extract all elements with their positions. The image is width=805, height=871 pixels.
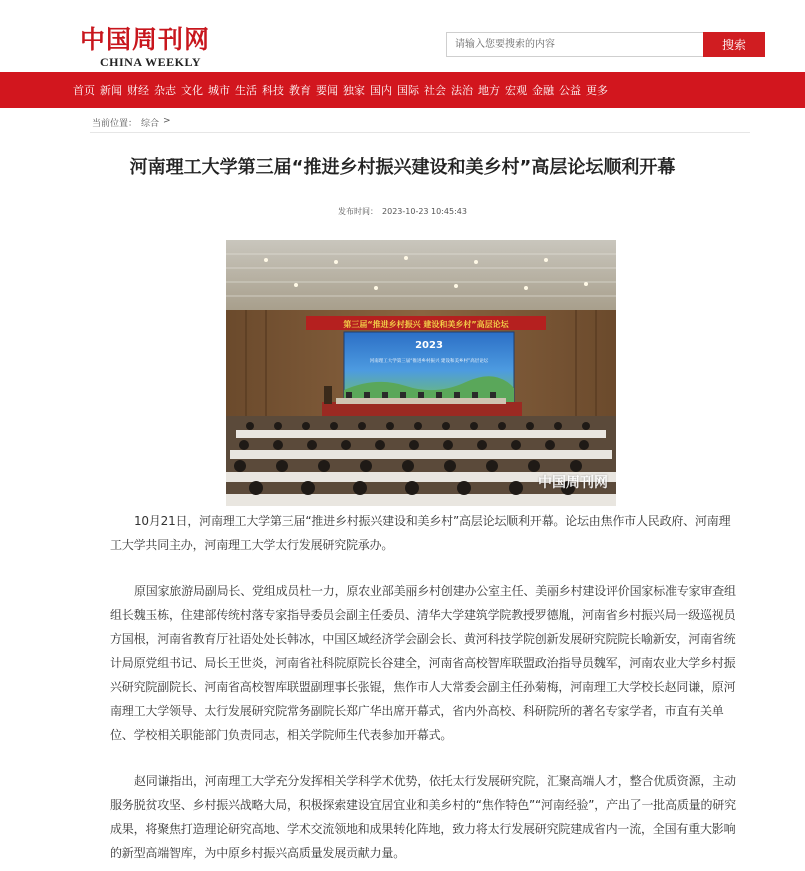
photo-screen-year: 2023 — [415, 340, 443, 351]
site-logo[interactable] — [80, 26, 210, 70]
photo-banner-text: 第三届“推进乡村振兴 建设和美乡村”高层论坛 — [343, 320, 509, 329]
nav-item[interactable]: 首页 — [73, 84, 95, 97]
nav-item[interactable]: 独家 — [343, 84, 365, 97]
article-photo — [226, 240, 616, 506]
nav-item[interactable]: 国内 — [370, 84, 392, 97]
logo-english: CHINA WEEKLY — [100, 55, 202, 69]
nav-item[interactable]: 社会 — [424, 84, 446, 97]
nav-item[interactable]: 城市 — [208, 84, 230, 97]
nav-item[interactable]: 要闻 — [316, 84, 338, 97]
nav-item[interactable]: 生活 — [235, 84, 257, 97]
search-button[interactable]: 搜索 — [703, 32, 765, 57]
published-time: 2023-10-23 10:45:43 — [382, 207, 467, 216]
breadcrumb-separator: > — [163, 116, 171, 126]
nav-item[interactable]: 文化 — [181, 84, 203, 97]
article-paragraph: 赵同谦指出，河南理工大学充分发挥相关学科学术优势，依托太行发展研究院，汇聚高端人才，整合优质资源，主动服务脱贫攻坚、乡村振兴战略大局，积极探索建设宜居宜业和美乡村的“焦作特色”“河南经验”，产出了一批高质量的研究成果，将聚焦打造理论研究高地、学术交流领地和成果转化阵地，致力将太行发展研究院建成省内一流，全国有重大影响的新型高端智库，为中原乡村振兴高质量发展贡献力量。 — [110, 774, 736, 860]
article-paragraph: 原国家旅游局副局长、党组成员杜一力，原农业部美丽乡村创建办公室主任、美丽乡村建设评价国家标准专家审查组组长魏玉栋，住建部传统村落专家指导委员会副主任委员、清华大学建筑学院教授罗德胤，河南省乡村振兴局一级巡视员方国根，河南省教育厅社语处处长韩冰，中国区域经济学会副会长、黄河科技学院创新发展研究院院长喻新安，河南省统计局原党组书记、局长王世炎，河南省社科院原院长谷建全，河南省高校智库联盟政治指导员魏军，河南农业大学乡村振兴研究院副院长、河南省高校智库联盟副理事长张锟，焦作市人大常委会副主任孙菊梅，河南理工大学校长赵同谦，原河南理工大学领导、太行发展研究院常务副院长郑广华出席开幕式，省内外高校、科研院所的著名专家学者，市直有关单位、学校相关职能部门负责同志，相关学院师生代表参加开幕式。 — [110, 584, 736, 742]
nav-item[interactable]: 公益 — [559, 84, 581, 97]
nav-item[interactable]: 更多 — [586, 84, 608, 97]
nav-item[interactable]: 教育 — [289, 84, 311, 97]
search-input[interactable] — [446, 32, 703, 57]
article-title: 河南理工大学第三届“推进乡村振兴建设和美乡村”高层论坛顺利开幕 — [129, 157, 676, 178]
breadcrumb — [92, 116, 171, 129]
main-nav — [0, 72, 805, 108]
article-body — [110, 509, 740, 871]
article-paragraph: 10月21日，河南理工大学第三届“推进乡村振兴建设和美乡村”高层论坛顺利开幕。论坛由焦作市人民政府、河南理工大学共同主办，河南理工大学太行发展研究院承办。 — [110, 514, 731, 552]
nav-item[interactable]: 法治 — [451, 84, 473, 97]
nav-item[interactable]: 宏观 — [505, 84, 527, 97]
nav-item[interactable]: 财经 — [127, 84, 149, 97]
nav-item[interactable]: 杂志 — [154, 84, 176, 97]
nav-list — [0, 72, 805, 108]
photo-watermark: 中国周刊网 — [538, 475, 608, 491]
site-header — [0, 0, 805, 72]
nav-item[interactable]: 金融 — [532, 84, 554, 97]
search-bar — [446, 32, 765, 57]
photo-screen-title: 河南理工大学第三届“推进乡村振兴 建设和美乡村”高层论坛 — [369, 359, 489, 364]
breadcrumb-section-link[interactable]: 综合 — [141, 119, 160, 129]
nav-item[interactable]: 新闻 — [100, 84, 122, 97]
published-label: 发布时间： — [338, 207, 379, 216]
article-meta — [0, 206, 805, 217]
breadcrumb-divider — [90, 132, 750, 133]
nav-item[interactable]: 科技 — [262, 84, 284, 97]
logo-chinese: 中国周刊网 — [80, 25, 211, 54]
nav-item[interactable]: 地方 — [478, 84, 500, 97]
conference-hall-image — [226, 240, 616, 506]
breadcrumb-label: 当前位置： — [92, 119, 138, 129]
nav-item[interactable]: 国际 — [397, 84, 419, 97]
